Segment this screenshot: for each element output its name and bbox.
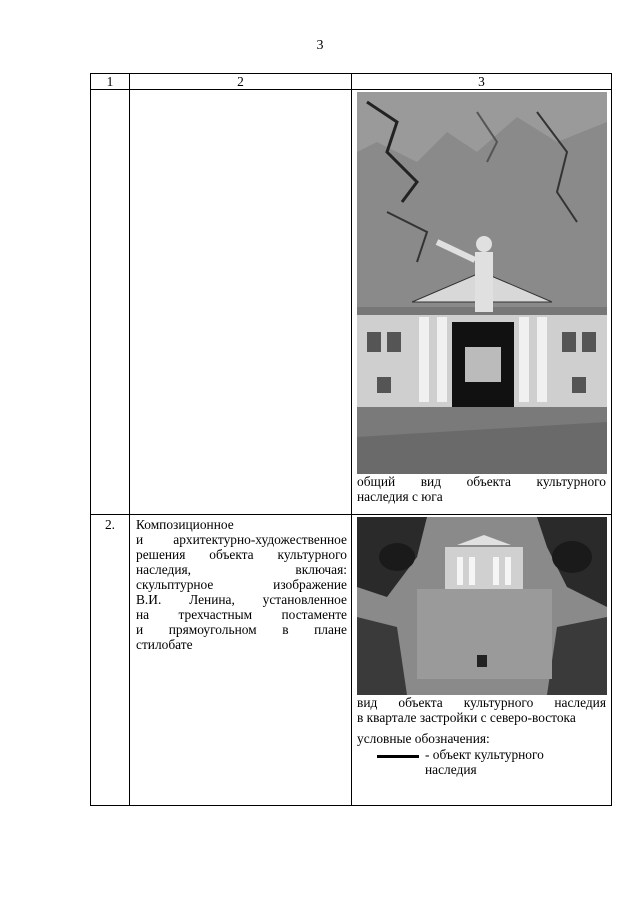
description-line: на трехчастным постаменте [136, 607, 347, 622]
description-line: скульптурное изображение [136, 577, 347, 592]
legend-item-line: наследия [425, 762, 477, 777]
row2-photo-cell [352, 515, 612, 806]
legend-item-line: - объект культурного [425, 747, 544, 762]
description-line: решения объекта культурного [136, 547, 347, 562]
caption-line: наследия с юга [357, 489, 443, 504]
header-row [91, 74, 612, 90]
description-line: и прямоугольном в плане [136, 622, 347, 637]
caption-line: в квартале застройки с северо-востока [357, 710, 576, 725]
row1-photo-caption [352, 474, 611, 504]
header-col-3: 3 [352, 74, 612, 90]
row1-number-cell [91, 90, 130, 515]
legend-title: условные обозначения: [357, 731, 490, 746]
heritage-object-line-symbol [377, 755, 419, 758]
caption-line: вид объекта культурного наследия [357, 695, 606, 710]
description-line: Композиционное [136, 517, 234, 532]
description-line: и архитектурно-художественное [136, 532, 347, 547]
page-number: 3 [316, 38, 324, 53]
description-line: наследия, включая: [136, 562, 347, 577]
object-description [130, 515, 351, 652]
monument-aerial-photo [357, 517, 607, 695]
row2-photo-caption [352, 695, 611, 725]
description-line: В.И. Ленина, установленное [136, 592, 347, 607]
heritage-table [90, 73, 612, 806]
caption-line: общий вид объекта культурного [357, 474, 606, 489]
header-col-1: 1 [91, 74, 130, 90]
legend-item-label [425, 747, 544, 777]
row-number: 2. [104, 517, 116, 532]
row-2 [91, 515, 612, 806]
row-1 [91, 90, 612, 515]
description-line: стилобате [136, 637, 193, 652]
legend-item [352, 746, 611, 778]
monument-photo-south [357, 92, 607, 474]
row2-number-cell [91, 515, 130, 806]
row1-photo-cell [352, 90, 612, 515]
row2-description-cell [130, 515, 352, 806]
header-col-2: 2 [130, 74, 352, 90]
row1-description-cell [130, 90, 352, 515]
